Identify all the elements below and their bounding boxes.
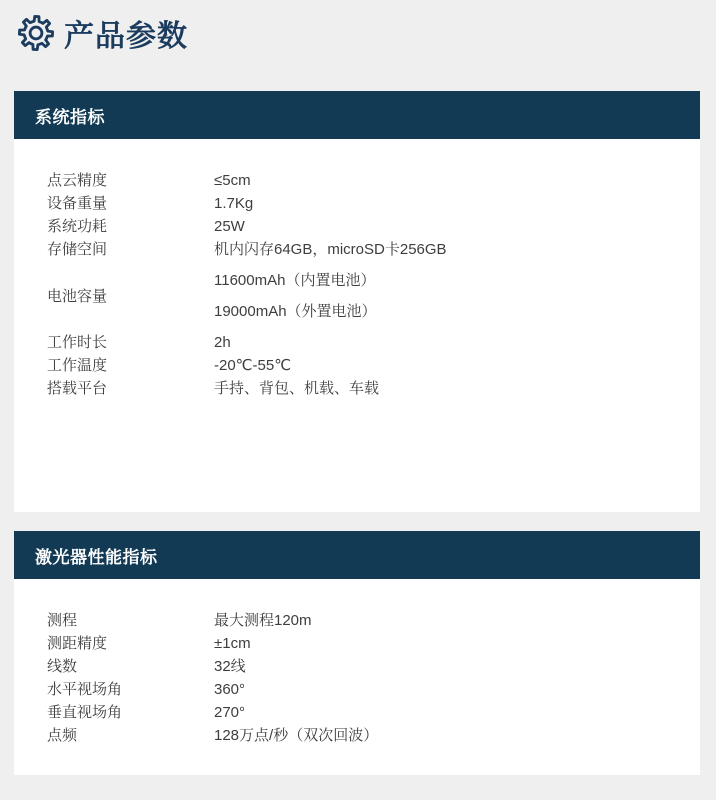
spec-value-line: 手持、背包、机载、车载 [214, 380, 380, 397]
spec-value-line: 32线 [214, 658, 246, 675]
spec-value [214, 238, 680, 261]
spec-section [14, 531, 700, 775]
section-header [14, 531, 700, 579]
spec-value-line: 最大测程120m [214, 612, 312, 629]
spec-value [214, 655, 680, 678]
spec-value [214, 377, 680, 400]
spec-row [47, 609, 680, 632]
page-title: 产品参数 [64, 20, 188, 53]
spec-row [47, 701, 680, 724]
spec-value-line: -20℃-55℃ [214, 357, 292, 374]
spec-row [47, 354, 680, 377]
spec-value [214, 192, 680, 215]
spec-value [214, 609, 680, 632]
spec-label: 点云精度 [47, 172, 108, 189]
spec-value-line: ≤5cm [214, 172, 251, 189]
spec-row [47, 632, 680, 655]
spec-row [47, 331, 680, 354]
spec-row [47, 678, 680, 701]
spec-value-line: 11600mAh（内置电池） [214, 272, 376, 289]
spec-table [47, 609, 680, 747]
spec-label: 搭载平台 [47, 380, 108, 397]
spec-table [47, 169, 680, 400]
spec-row [47, 261, 680, 331]
spec-value-line: 1.7Kg [214, 195, 254, 212]
spec-row [47, 169, 680, 192]
section-body [14, 139, 700, 512]
spec-value-line: 25W [214, 218, 245, 235]
gear-icon [17, 14, 55, 52]
spec-value-line: 机内闪存64GB，microSD卡256GB [214, 241, 447, 258]
spec-label: 水平视场角 [47, 681, 123, 698]
spec-value [214, 724, 680, 747]
section-title: 系统指标 [35, 107, 105, 127]
spec-label: 线数 [47, 658, 78, 675]
spec-label: 工作温度 [47, 357, 108, 374]
section-body [14, 579, 700, 775]
spec-section [14, 91, 700, 512]
spec-value-line: 128万点/秒（双次回波） [214, 727, 379, 744]
spec-row [47, 377, 680, 400]
spec-label: 垂直视场角 [47, 704, 123, 721]
spec-row [47, 215, 680, 238]
spec-value [214, 354, 680, 377]
section-title: 激光器性能指标 [35, 547, 158, 567]
spec-label: 测距精度 [47, 635, 108, 652]
spec-row [47, 724, 680, 747]
spec-value [214, 701, 680, 724]
spec-value [214, 331, 680, 354]
spec-value-line: ±1cm [214, 635, 251, 652]
spec-label: 存储空间 [47, 241, 108, 258]
spec-label: 电池容量 [47, 287, 108, 305]
spec-row [47, 655, 680, 678]
spec-value [214, 169, 680, 192]
sections-container [14, 91, 700, 775]
spec-label: 系统功耗 [47, 218, 108, 235]
spec-value [214, 261, 680, 331]
spec-row [47, 192, 680, 215]
spec-value-line: 360° [214, 681, 246, 698]
page-header [17, 13, 700, 53]
spec-label: 设备重量 [47, 195, 108, 212]
spec-label: 点频 [47, 727, 78, 744]
spec-row [47, 238, 680, 261]
section-header [14, 91, 700, 139]
spec-value [214, 632, 680, 655]
spec-label: 工作时长 [47, 334, 108, 351]
spec-value [214, 678, 680, 701]
spec-value-line: 270° [214, 704, 246, 721]
spec-value-line: 2h [214, 334, 231, 351]
spec-value-line: 19000mAh（外置电池） [214, 303, 377, 320]
spec-value [214, 215, 680, 238]
spec-label: 测程 [47, 612, 78, 629]
